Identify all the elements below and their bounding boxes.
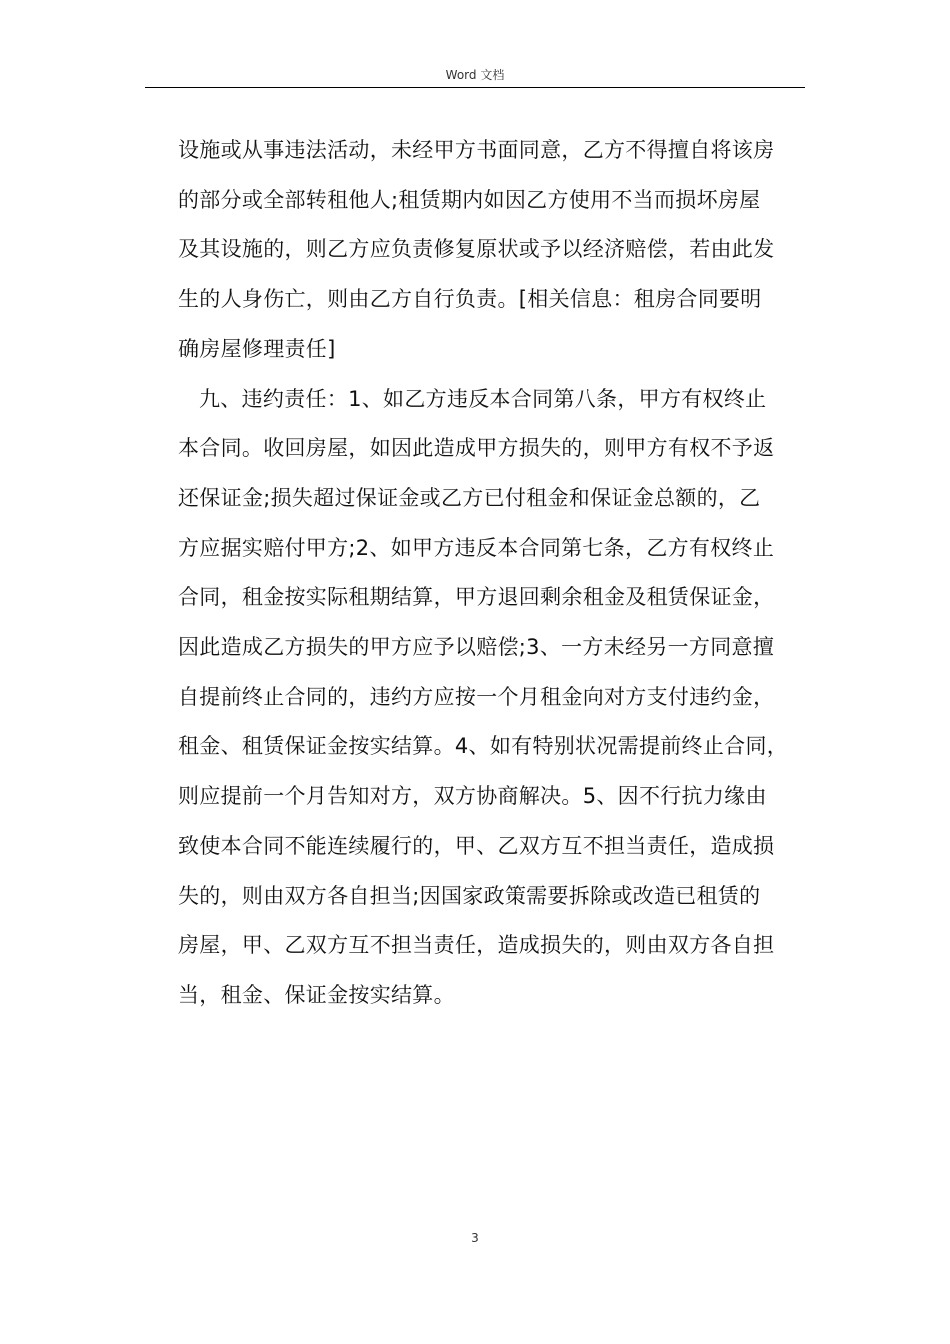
text-line: 设施或从事违法活动，未经甲方书面同意，乙方不得擅自将该房 <box>178 138 775 162</box>
document-body <box>178 126 789 1021</box>
text-line: 自提前终止合同的，违约方应按一个月租金向对方支付违约金， <box>178 684 775 709</box>
text-line: 致使本合同不能连续履行的，甲、乙双方互不担当责任，造成损 <box>178 833 775 858</box>
text-line: 房屋，甲、乙双方互不担当责任，造成损失的，则由双方各自担 <box>178 933 775 958</box>
header-divider <box>145 87 805 88</box>
text-line: 还保证金;损失超过保证金或乙方已付租金和保证金总额的，乙 <box>178 485 761 510</box>
text-line: 因此造成乙方损失的甲方应予以赔偿;3、一方未经另一方同意擅 <box>178 635 775 660</box>
page-number: 3 <box>471 1231 479 1245</box>
text-line: 九、违约责任：1、如乙方违反本合同第八条，甲方有权终止 <box>199 386 767 411</box>
page-header: Word 文档 <box>445 68 505 82</box>
text-line: 当，租金、保证金按实结算。 <box>178 982 455 1007</box>
paragraph-continuation <box>178 126 778 375</box>
text-line: 及其设施的，则乙方应负责修复原状或予以经济赔偿，若由此发 <box>178 237 775 262</box>
text-line: 本合同。收回房屋，如因此造成甲方损失的，则甲方有权不予返 <box>178 436 775 461</box>
text-line: 生的人身伤亡，则由乙方自行负责。[相关信息：租房合同要明 <box>178 287 762 312</box>
text-line: 则应提前一个月告知对方，双方协商解决。5、因不行抗力缘由 <box>178 784 767 809</box>
paragraph-breach-liability <box>178 375 789 1021</box>
text-line: 方应据实赔付甲方;2、如甲方违反本合同第七条，乙方有权终止 <box>178 535 775 560</box>
text-line: 合同，租金按实际租期结算，甲方退回剩余租金及租赁保证金， <box>178 585 775 610</box>
text-line: 租金、租赁保证金按实结算。4、如有特别状况需提前终止合同， <box>178 734 789 759</box>
text-line: 失的，则由双方各自担当;因国家政策需要拆除或改造已租赁的 <box>178 883 761 908</box>
text-line: 确房屋修理责任] <box>178 336 336 361</box>
text-line: 的部分或全部转租他人;租赁期内如因乙方使用不当而损坏房屋 <box>178 187 761 212</box>
